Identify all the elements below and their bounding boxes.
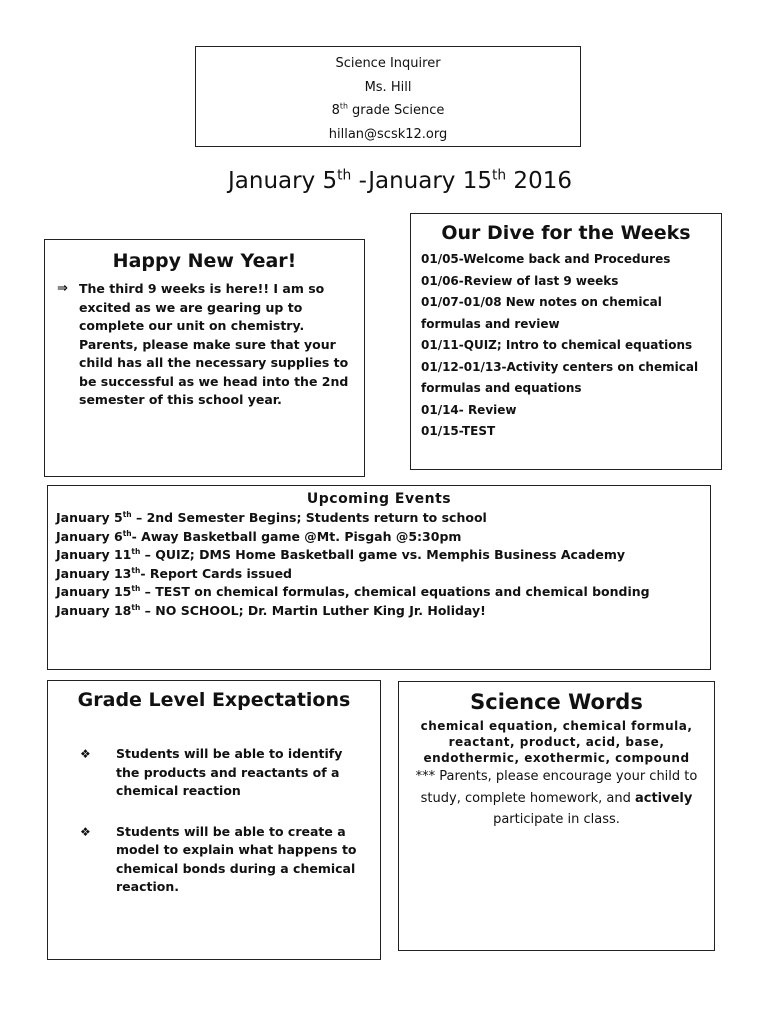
- event-item: January 15th – TEST on chemical formulas, chemical equations and chemical bonding: [56, 583, 650, 599]
- grade-level-expectations-title: Grade Level Expectations: [77, 689, 351, 711]
- science-words-title: Science Words: [470, 690, 643, 714]
- schedule-item: 01/15-TEST: [421, 424, 496, 438]
- event-item: January 11th – QUIZ; DMS Home Basketball game vs. Memphis Business Academy: [56, 546, 626, 562]
- newsletter-header-box: [195, 46, 581, 147]
- vocabulary-list: chemical equation, chemical formula, reactant, product, acid, base, endothermic, exothermic, compound: [420, 719, 693, 765]
- message-text: The third 9 weeks is here!! I am so excited as we are gearing up to complete our unit on chemistry. Parents, please make sure that your child has all the necessary supplies to be successful as we head into the 2nd semester of this school year.: [79, 281, 349, 407]
- newsletter-name: Science Inquirer: [335, 56, 441, 71]
- schedule-item: 01/05-Welcome back and Procedures: [421, 252, 671, 266]
- diamond-bullet-icon: ❖: [80, 747, 91, 761]
- arrow-right-icon: ⇒: [57, 281, 68, 296]
- event-item: January 13th- Report Cards issued: [56, 565, 293, 581]
- grade-label: 8th grade Science: [331, 101, 445, 118]
- parent-note: *** Parents, please encourage your child to study, complete homework, and actively participate in class.: [415, 769, 698, 827]
- upcoming-events-list: [56, 509, 702, 620]
- date-range-title: January 5th -January 15th 2016: [228, 167, 572, 194]
- event-item: January 18th – NO SCHOOL; Dr. Martin Luther King Jr. Holiday!: [56, 602, 486, 618]
- upcoming-events-box: [47, 485, 711, 670]
- expectation-text: Students will be able to create a model to explain what happens to chemical bonds during a chemical reaction.: [116, 823, 357, 894]
- teacher-name: Ms. Hill: [364, 79, 412, 95]
- happy-new-year-title: Happy New Year!: [112, 250, 297, 272]
- expectation-text: Students will be able to identify the products and reactants of a chemical reaction: [116, 746, 343, 798]
- event-item: January 5th – 2nd Semester Begins; Students return to school: [56, 509, 487, 525]
- schedule-item: 01/07-01/08 New notes on chemical formulas and review: [421, 295, 662, 331]
- diamond-bullet-icon: ❖: [80, 824, 91, 839]
- event-item: January 6th- Away Basketball game @Mt. Pisgah @5:30pm: [56, 528, 462, 544]
- happy-new-year-box: [44, 239, 365, 477]
- weekly-schedule-list: [421, 249, 711, 443]
- schedule-item: 01/06-Review of last 9 weeks: [421, 273, 619, 288]
- schedule-item: 01/14- Review: [421, 402, 517, 417]
- weekly-schedule-box: [410, 213, 722, 470]
- expectation-item: [62, 823, 366, 897]
- grade-level-expectations-box: [47, 680, 381, 960]
- upcoming-events-title: Upcoming Events: [306, 491, 452, 507]
- schedule-item: 01/11-QUIZ; Intro to chemical equations: [421, 338, 693, 352]
- teacher-email[interactable]: hillan@scsk12.org: [328, 126, 448, 142]
- science-words-box: [398, 681, 715, 951]
- happy-new-year-message: [57, 280, 352, 410]
- schedule-item: 01/12-01/13-Activity centers on chemical formulas and equations: [421, 359, 699, 395]
- expectation-item: [62, 745, 366, 801]
- weekly-schedule-title: Our Dive for the Weeks: [441, 222, 691, 244]
